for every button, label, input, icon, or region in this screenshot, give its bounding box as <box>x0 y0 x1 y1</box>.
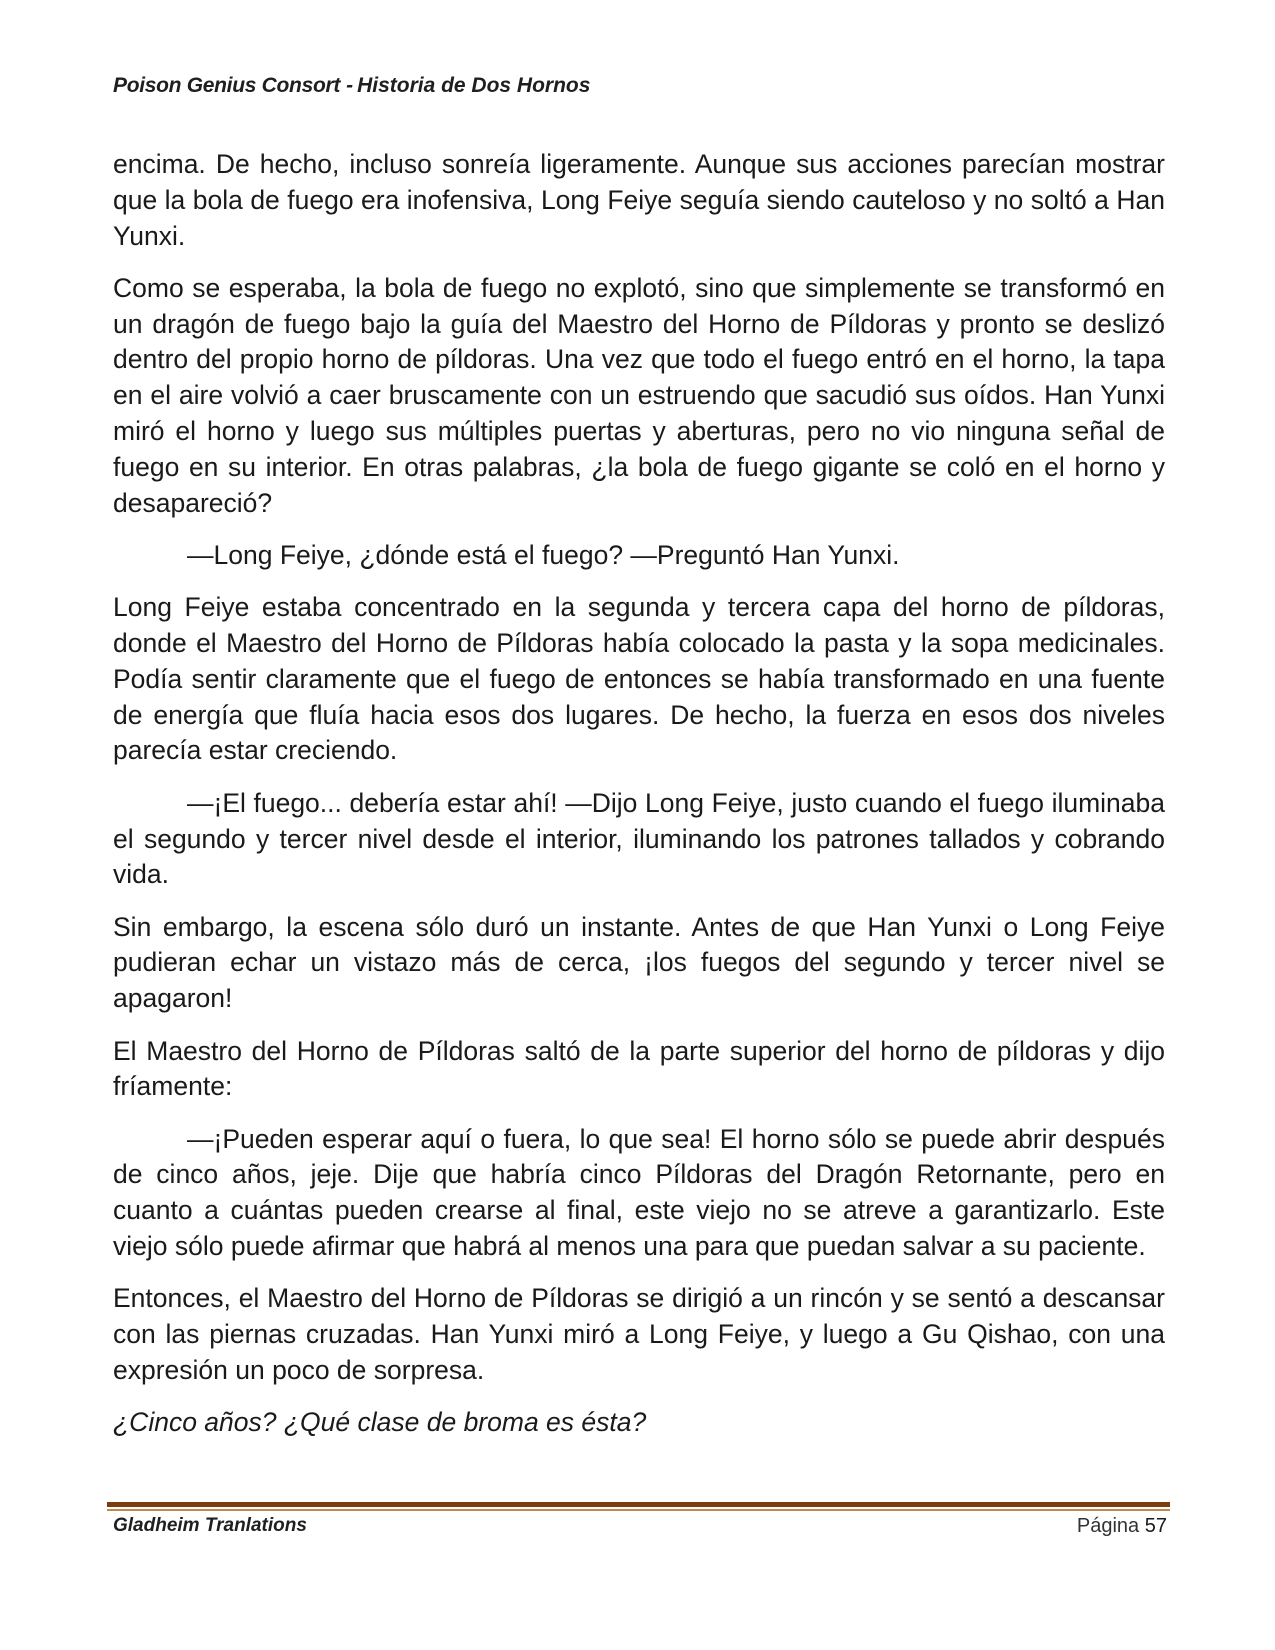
paragraph: encima. De hecho, incluso sonreía ligeramente. Aunque sus acciones parecían mostrar que la bola de fuego era inofensiva, Long Feiye seguía siendo cauteloso y no soltó a Han Yunxi. <box>113 149 1165 251</box>
dialogue-paragraph: —¡Pueden esperar aquí o fuera, lo que sea! El horno sólo se puede abrir después de cinco años, jeje. Dije que habría cinco Píldoras del Dragón Retornante, pero en cuanto a cuántas pueden crearse al final, este viejo no se atreve a garantizarlo. Este viejo sólo puede afirmar que habrá al menos una para que puedan salvar a su paciente. <box>113 1123 1165 1262</box>
paragraph: Sin embargo, la escena sólo duró un instante. Antes de que Han Yunxi o Long Feiye pudieran echar un vistazo más de cerca, ¡los fuegos del segundo y tercer nivel se apagaron! <box>113 911 1165 1014</box>
page-number-label <box>1077 1515 1167 1538</box>
chapter-title: Historia de Dos Hornos <box>357 74 591 97</box>
paragraph: Entonces, el Maestro del Horno de Píldoras se dirigió a un rincón y se sentó a descansar con las piernas cruzadas. Han Yunxi miró a Long Feiye, y luego a Gu Qishao, con una expresión un poco de sorpresa. <box>113 1283 1165 1385</box>
paragraph: Como se esperaba, la bola de fuego no explotó, sino que simplemente se transformó en un dragón de fuego bajo la guía del Maestro del Horno de Píldoras y pronto se deslizó dentro del propio horno de píldoras. Una vez que todo el fuego entró en el horno, la tapa en el aire volvió a caer bruscamente con un estruendo que sacudió sus oídos. Han Yunxi miró el horno y luego sus múltiples puertas y aberturas, pero no vio ninguna señal de fuego en su interior. En otras palabras, ¿la bola de fuego gigante se coló en el horno y desapareció? <box>113 272 1165 518</box>
paragraph: Long Feiye estaba concentrado en la segunda y tercera capa del horno de píldoras, donde el Maestro del Horno de Píldoras había colocado la pasta y la sopa medicinales. Podía sentir claramente que el fuego de entonces se había transformado en una fuente de energía que fluía hacia esos dos lugares. De hecho, la fuerza en esos dos niveles parecía estar creciendo. <box>113 592 1165 766</box>
translator-credit: Gladheim Tranlations <box>113 1515 307 1536</box>
paragraph: El Maestro del Horno de Píldoras saltó de la parte superior del horno de píldoras y dijo fríamente: <box>113 1035 1165 1102</box>
page-label: Página <box>1076 1515 1140 1537</box>
header-separator: - <box>346 74 354 97</box>
series-title: Poison Genius Consort <box>113 74 341 97</box>
footer-rule-thick <box>107 1502 1170 1507</box>
dialogue-paragraph: —Long Feiye, ¿dónde está el fuego? —Preguntó Han Yunxi. <box>187 539 900 570</box>
footer-rule-thin <box>107 1509 1170 1511</box>
thought-paragraph: ¿Cinco años? ¿Qué clase de broma es ésta? <box>113 1407 647 1438</box>
page-number: 57 <box>1144 1515 1167 1537</box>
dialogue-paragraph: —¡El fuego... debería estar ahí! —Dijo Long Feiye, justo cuando el fuego iluminaba el segundo y tercer nivel desde el interior, iluminando los patrones tallados y cobrando vida. <box>113 787 1165 890</box>
running-header <box>113 74 1163 98</box>
page-body <box>113 147 1165 1441</box>
